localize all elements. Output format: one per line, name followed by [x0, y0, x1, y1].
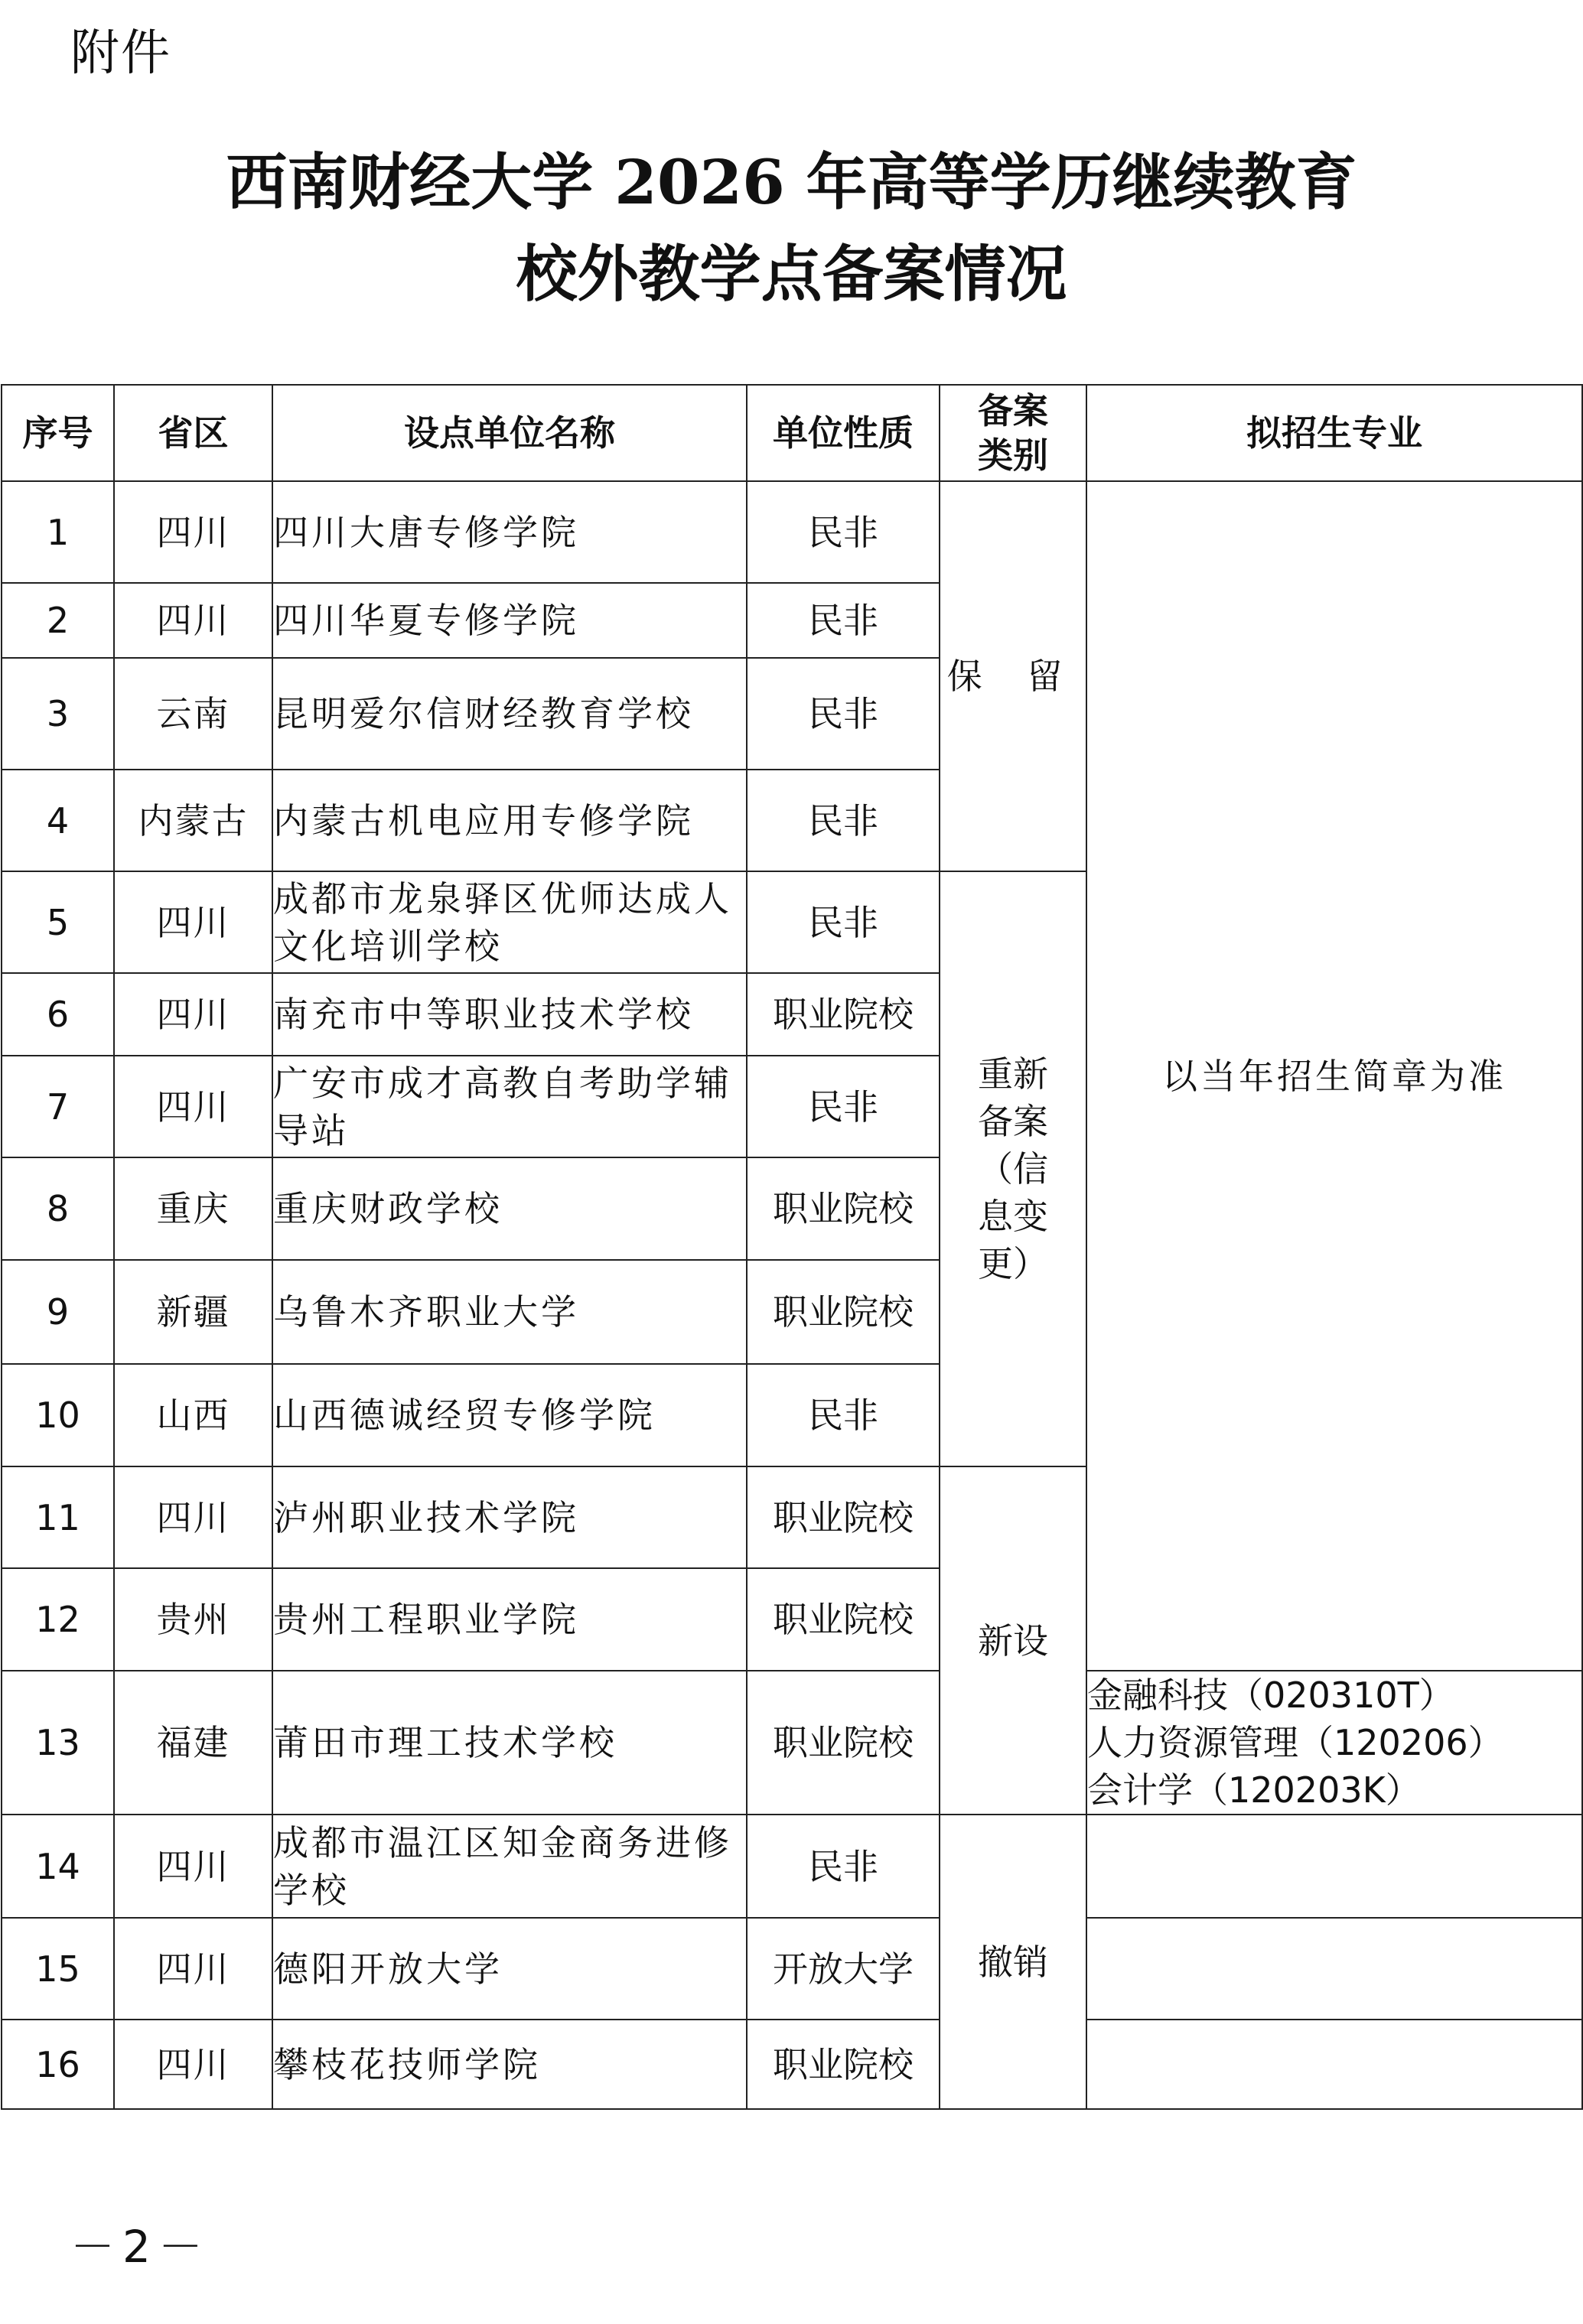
document-title-line1: 西南财经大学 2026 年高等学历继续教育 — [226, 146, 1357, 218]
cell-majors-empty — [1086, 1815, 1582, 1918]
cell-province: 内蒙古 — [114, 770, 272, 871]
cell-unit-type: 民非 — [747, 871, 940, 973]
cell-province: 四川 — [114, 1056, 272, 1157]
cell-unit-name: 重庆财政学校 — [272, 1157, 747, 1260]
cell-unit-name: 乌鲁木齐职业大学 — [272, 1260, 747, 1364]
major-item: 金融科技（020310T） — [1087, 1675, 1454, 1716]
cell-category-refile — [940, 871, 1086, 1466]
cell-unit-type: 民非 — [747, 1815, 940, 1918]
cell-index: 8 — [2, 1157, 114, 1260]
cell-unit-name: 德阳开放大学 — [272, 1918, 747, 2020]
teaching-sites-table — [1, 384, 1583, 2110]
cell-unit-name: 贵州工程职业学院 — [272, 1568, 747, 1671]
cell-province: 四川 — [114, 1466, 272, 1568]
table-row — [2, 1671, 1582, 1815]
cell-index: 3 — [2, 658, 114, 770]
cell-unit-type: 开放大学 — [747, 1918, 940, 2020]
cell-unit-name: 莆田市理工技术学校 — [272, 1671, 747, 1815]
cell-province: 四川 — [114, 1918, 272, 2020]
cell-unit-name: 泸州职业技术学院 — [272, 1466, 747, 1568]
cell-unit-name: 内蒙古机电应用专修学院 — [272, 770, 747, 871]
cell-unit-name: 山西德诚经贸专修学院 — [272, 1364, 747, 1466]
cell-unit-name: 南充市中等职业技术学校 — [272, 973, 747, 1056]
cell-unit-type: 职业院校 — [747, 1671, 940, 1815]
col-header-filing-category — [940, 385, 1086, 481]
col-header-index: 序号 — [2, 385, 114, 481]
cell-unit-type: 民非 — [747, 770, 940, 871]
col-header-province: 省区 — [114, 385, 272, 481]
cell-category-revoke — [940, 1815, 1086, 2109]
col-header-majors: 拟招生专业 — [1086, 385, 1582, 481]
cell-unit-type: 职业院校 — [747, 1260, 940, 1364]
cell-province: 四川 — [114, 1815, 272, 1918]
cell-unit-name: 攀枝花技师学院 — [272, 2020, 747, 2109]
cell-unit-name: 广安市成才高教自考助学辅导站 — [272, 1056, 747, 1157]
cell-majors-row13 — [1086, 1671, 1582, 1815]
cell-index: 1 — [2, 481, 114, 583]
category-revoke-text: 撤销 — [978, 1941, 1048, 1983]
cell-category-retain — [940, 481, 1086, 871]
cell-index: 14 — [2, 1815, 114, 1918]
category-new-text: 新设 — [978, 1619, 1048, 1662]
col-header-unit-name: 设点单位名称 — [272, 385, 747, 481]
cell-index: 11 — [2, 1466, 114, 1568]
cell-index: 9 — [2, 1260, 114, 1364]
cell-unit-type: 职业院校 — [747, 2020, 940, 2109]
cell-index: 16 — [2, 2020, 114, 2109]
attachment-label: 附件 — [70, 25, 171, 82]
table-row — [2, 1815, 1582, 1918]
cell-index: 7 — [2, 1056, 114, 1157]
cell-index: 2 — [2, 583, 114, 658]
cell-province: 四川 — [114, 2020, 272, 2109]
cell-index: 5 — [2, 871, 114, 973]
cell-unit-type: 民非 — [747, 658, 940, 770]
table-row — [2, 481, 1582, 583]
cell-province: 贵州 — [114, 1568, 272, 1671]
cell-province: 四川 — [114, 973, 272, 1056]
cell-unit-name: 四川大唐专修学院 — [272, 481, 747, 583]
cell-province: 山西 — [114, 1364, 272, 1466]
cell-unit-type: 民非 — [747, 1056, 940, 1157]
cell-province: 福建 — [114, 1671, 272, 1815]
cell-unit-type: 民非 — [747, 481, 940, 583]
cell-province: 四川 — [114, 871, 272, 973]
cell-majors-default: 以当年招生简章为准 — [1086, 481, 1582, 1671]
col-header-filing-category-text: 备案类别 — [978, 390, 1048, 476]
cell-unit-name: 昆明爱尔信财经教育学校 — [272, 658, 747, 770]
cell-unit-name: 成都市温江区知金商务进修学校 — [272, 1815, 747, 1918]
cell-unit-type: 职业院校 — [747, 1157, 940, 1260]
major-item: 会计学（120203K） — [1087, 1769, 1421, 1811]
category-retain-text: 保 留 — [946, 656, 1080, 697]
cell-unit-type: 职业院校 — [747, 973, 940, 1056]
cell-index: 6 — [2, 973, 114, 1056]
page-number: －2－ — [70, 2221, 210, 2273]
cell-province: 四川 — [114, 481, 272, 583]
cell-majors-empty — [1086, 1918, 1582, 2020]
cell-unit-name: 成都市龙泉驿区优师达成人文化培训学校 — [272, 871, 747, 973]
cell-unit-type: 民非 — [747, 1364, 940, 1466]
cell-majors-empty — [1086, 2020, 1582, 2109]
cell-category-new — [940, 1466, 1086, 1815]
cell-unit-type: 职业院校 — [747, 1568, 940, 1671]
cell-index: 13 — [2, 1671, 114, 1815]
document-title-line2: 校外教学点备案情况 — [516, 238, 1067, 310]
col-header-unit-type: 单位性质 — [747, 385, 940, 481]
cell-province: 新疆 — [114, 1260, 272, 1364]
category-refile-text: 重新备案（信息变更） — [978, 1053, 1048, 1284]
cell-index: 15 — [2, 1918, 114, 2020]
cell-unit-name: 四川华夏专修学院 — [272, 583, 747, 658]
cell-province: 四川 — [114, 583, 272, 658]
cell-index: 10 — [2, 1364, 114, 1466]
table-header-row — [2, 385, 1582, 481]
cell-province: 重庆 — [114, 1157, 272, 1260]
major-item: 人力资源管理（120206） — [1087, 1722, 1503, 1763]
cell-unit-type: 民非 — [747, 583, 940, 658]
table-row — [2, 1918, 1582, 2020]
table-row — [2, 2020, 1582, 2109]
cell-province: 云南 — [114, 658, 272, 770]
cell-unit-type: 职业院校 — [747, 1466, 940, 1568]
cell-index: 12 — [2, 1568, 114, 1671]
cell-index: 4 — [2, 770, 114, 871]
